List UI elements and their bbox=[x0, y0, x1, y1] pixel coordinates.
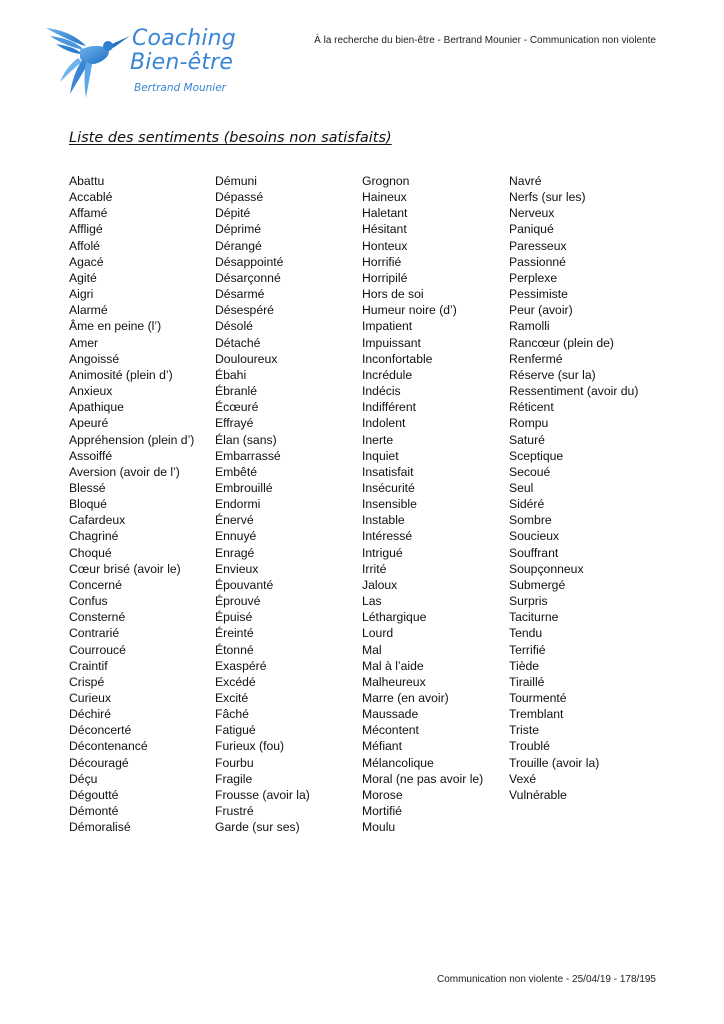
feeling-item: Déchiré bbox=[69, 707, 111, 722]
feeling-item: Dépité bbox=[215, 206, 251, 221]
feeling-item: Humeur noire (d’) bbox=[362, 303, 457, 318]
feeling-item: Agité bbox=[69, 270, 97, 285]
feeling-item: Horrifié bbox=[362, 254, 402, 269]
feeling-item: Intéressé bbox=[362, 529, 413, 544]
feeling-item: Curieux bbox=[69, 691, 111, 705]
feeling-item: Consterné bbox=[69, 610, 126, 625]
feeling-item: Bloqué bbox=[69, 497, 107, 512]
feeling-item: Renfermé bbox=[509, 351, 563, 366]
feeling-item: Éprouvé bbox=[215, 594, 261, 609]
feeling-item: Incrédule bbox=[362, 367, 413, 382]
feeling-item: Chagriné bbox=[69, 529, 119, 544]
feeling-item: Mal à l’aide bbox=[362, 658, 424, 673]
feeling-item: Affligé bbox=[69, 222, 103, 237]
feeling-item: Désespéré bbox=[215, 303, 274, 318]
logo bbox=[42, 24, 242, 104]
feeling-item: Déçu bbox=[69, 771, 98, 786]
feeling-item: Insensible bbox=[362, 497, 417, 512]
feeling-item: Apeuré bbox=[69, 416, 109, 431]
feeling-item: Malheureux bbox=[362, 674, 426, 689]
feeling-item: Accablé bbox=[69, 190, 113, 205]
feeling-item: Insécurité bbox=[362, 480, 415, 495]
feeling-item: Affamé bbox=[69, 206, 108, 221]
feeling-item: Fatigué bbox=[215, 723, 256, 738]
feeling-item: Surpris bbox=[509, 594, 548, 609]
feeling-item: Cœur brisé (avoir le) bbox=[69, 561, 181, 576]
feeling-item: Blessé bbox=[69, 480, 106, 495]
feeling-item: Enragé bbox=[215, 545, 255, 560]
feeling-item: Effrayé bbox=[215, 416, 254, 431]
feelings-column-1 bbox=[69, 173, 194, 835]
feeling-item: Contrarié bbox=[69, 626, 120, 641]
feeling-item: Vulnérable bbox=[509, 787, 567, 802]
feeling-item: Assoiffé bbox=[69, 448, 113, 463]
feeling-item: Inquiet bbox=[362, 448, 399, 463]
feeling-item: Déprimé bbox=[215, 222, 262, 237]
feeling-item: Sidéré bbox=[509, 497, 545, 512]
feeling-item: Déconcerté bbox=[69, 723, 132, 738]
feeling-item: Indécis bbox=[362, 384, 401, 399]
feeling-item: Horripilé bbox=[362, 270, 408, 285]
feeling-item: Tourmenté bbox=[509, 691, 567, 705]
feeling-item: Désappointé bbox=[215, 254, 284, 269]
feeling-item: Désarmé bbox=[215, 287, 265, 302]
feelings-column-3 bbox=[362, 173, 483, 835]
feeling-item: Hésitant bbox=[362, 222, 407, 237]
feeling-item: Apathique bbox=[69, 400, 124, 415]
feeling-item: Furieux (fou) bbox=[215, 739, 285, 754]
feeling-item: Découragé bbox=[69, 755, 129, 770]
feeling-item: Cafardeux bbox=[69, 513, 126, 528]
feeling-item: Aigri bbox=[69, 287, 94, 302]
feeling-item: Paniqué bbox=[509, 222, 554, 237]
feeling-item: Dérangé bbox=[215, 238, 262, 253]
feeling-item: Mal bbox=[362, 642, 382, 657]
feeling-item: Vexé bbox=[509, 771, 537, 786]
feeling-item: Mortifié bbox=[362, 804, 402, 819]
feeling-item: Inerte bbox=[362, 432, 394, 447]
feeling-item: Âme en peine (l’) bbox=[69, 319, 162, 334]
feeling-item: Soucieux bbox=[509, 529, 560, 544]
feeling-item: Démuni bbox=[215, 174, 257, 188]
feeling-item: Nerveux bbox=[509, 206, 555, 221]
feeling-item: Tiraillé bbox=[509, 674, 545, 689]
feeling-item: Éreinté bbox=[215, 626, 254, 641]
feeling-item: Garde (sur ses) bbox=[215, 820, 300, 835]
feeling-item: Insatisfait bbox=[362, 464, 414, 479]
feeling-item: Rompu bbox=[509, 416, 549, 431]
feeling-item: Pessimiste bbox=[509, 287, 568, 302]
feeling-item: Mécontent bbox=[362, 723, 419, 738]
feeling-item: Agacé bbox=[69, 254, 104, 269]
feeling-item: Secoué bbox=[509, 464, 551, 479]
feeling-item: Triste bbox=[509, 723, 540, 738]
feeling-item: Trouille (avoir la) bbox=[509, 755, 600, 770]
feeling-item: Démonté bbox=[69, 804, 119, 819]
feeling-item: Tendu bbox=[509, 626, 543, 641]
feeling-item: Grognon bbox=[362, 174, 410, 188]
feeling-item: Léthargique bbox=[362, 610, 427, 625]
feeling-item: Abattu bbox=[69, 174, 105, 188]
feeling-item: Troublé bbox=[509, 739, 550, 754]
feeling-item: Marre (en avoir) bbox=[362, 691, 449, 705]
feeling-item: Maussade bbox=[362, 707, 419, 722]
feelings-column-2 bbox=[215, 173, 310, 835]
feeling-item: Intrigué bbox=[362, 545, 403, 560]
feeling-item: Envieux bbox=[215, 561, 259, 576]
page-title: Liste des sentiments (besoins non satisfaits) bbox=[69, 130, 392, 146]
feeling-item: Ébranlé bbox=[215, 384, 258, 399]
feeling-item: Frousse (avoir la) bbox=[215, 787, 310, 802]
feeling-item: Désolé bbox=[215, 319, 253, 334]
feeling-item: Embrouillé bbox=[215, 480, 273, 495]
feeling-item: Réserve (sur la) bbox=[509, 367, 596, 382]
feeling-item: Amer bbox=[69, 335, 99, 350]
feeling-item: Taciturne bbox=[509, 610, 559, 625]
feeling-item: Ressentiment (avoir du) bbox=[509, 384, 639, 399]
feeling-item: Terrifié bbox=[509, 642, 546, 657]
feeling-item: Anxieux bbox=[69, 384, 113, 399]
feeling-item: Affolé bbox=[69, 238, 100, 253]
feelings-column-4 bbox=[509, 173, 638, 803]
feeling-item: Honteux bbox=[362, 238, 408, 253]
feeling-item: Étonné bbox=[215, 642, 254, 657]
feeling-item: Soupçonneux bbox=[509, 561, 584, 576]
feeling-item: Fourbu bbox=[215, 755, 254, 770]
feeling-item: Navré bbox=[509, 174, 542, 188]
feeling-item: Hors de soi bbox=[362, 287, 424, 302]
feeling-item: Dégoutté bbox=[69, 787, 119, 802]
feeling-item: Haineux bbox=[362, 190, 407, 205]
feeling-item: Impuissant bbox=[362, 335, 421, 350]
feeling-item: Ennuyé bbox=[215, 529, 257, 544]
feeling-item: Crispé bbox=[69, 674, 105, 689]
feeling-item: Alarmé bbox=[69, 303, 108, 318]
feeling-item: Douloureux bbox=[215, 351, 278, 366]
feeling-item: Haletant bbox=[362, 206, 408, 221]
feeling-item: Décontenancé bbox=[69, 739, 148, 754]
feeling-item: Excité bbox=[215, 691, 249, 705]
feeling-item: Submergé bbox=[509, 577, 566, 592]
page-header: À la recherche du bien-être - Bertrand Mounier - Communication non violente bbox=[314, 35, 656, 46]
feeling-item: Craintif bbox=[69, 658, 108, 673]
feeling-item: Morose bbox=[362, 787, 403, 802]
feeling-item: Embarrassé bbox=[215, 448, 281, 463]
feeling-item: Fâché bbox=[215, 707, 249, 722]
feeling-item: Appréhension (plein d’) bbox=[69, 432, 195, 447]
feeling-item: Moulu bbox=[362, 820, 396, 835]
logo-title-line1: Coaching bbox=[132, 26, 236, 51]
feeling-item: Lourd bbox=[362, 626, 394, 641]
feeling-item: Inconfortable bbox=[362, 351, 433, 366]
feeling-item: Ébahi bbox=[215, 367, 247, 382]
feeling-item: Perplexe bbox=[509, 270, 558, 285]
feeling-item: Souffrant bbox=[509, 545, 559, 560]
feeling-item: Tremblant bbox=[509, 707, 564, 722]
feeling-item: Frustré bbox=[215, 804, 254, 819]
feeling-item: Moral (ne pas avoir le) bbox=[362, 771, 484, 786]
feeling-item: Sombre bbox=[509, 513, 552, 528]
feeling-item: Exaspéré bbox=[215, 658, 267, 673]
feeling-item: Sceptique bbox=[509, 448, 564, 463]
feeling-item: Rancœur (plein de) bbox=[509, 335, 614, 350]
feeling-item: Endormi bbox=[215, 497, 261, 512]
feeling-item: Méfiant bbox=[362, 739, 402, 754]
feeling-item: Épuisé bbox=[215, 610, 253, 625]
feeling-item: Indifférent bbox=[362, 400, 416, 415]
feeling-item: Tiède bbox=[509, 658, 540, 673]
feeling-item: Fragile bbox=[215, 771, 253, 786]
feeling-item: Indolent bbox=[362, 416, 406, 431]
feeling-item: Dépassé bbox=[215, 190, 264, 205]
feeling-item: Animosité (plein d’) bbox=[69, 367, 173, 382]
feeling-item: Détaché bbox=[215, 335, 261, 350]
feeling-item: Mélancolique bbox=[362, 755, 434, 770]
feeling-item: Seul bbox=[509, 480, 534, 495]
feeling-item: Las bbox=[362, 594, 382, 609]
feeling-item: Confus bbox=[69, 594, 108, 609]
feeling-item: Épouvanté bbox=[215, 577, 274, 592]
feeling-item: Impatient bbox=[362, 319, 413, 334]
feeling-item: Irrité bbox=[362, 561, 387, 576]
feeling-item: Aversion (avoir de l’) bbox=[69, 464, 180, 479]
feeling-item: Élan (sans) bbox=[215, 432, 277, 447]
feeling-item: Instable bbox=[362, 513, 405, 528]
feeling-item: Nerfs (sur les) bbox=[509, 190, 586, 205]
feeling-item: Passionné bbox=[509, 254, 566, 269]
logo-author: Bertrand Mounier bbox=[134, 82, 226, 94]
feeling-item: Jaloux bbox=[362, 577, 398, 592]
feeling-item: Saturé bbox=[509, 432, 545, 447]
feeling-item: Concerné bbox=[69, 577, 122, 592]
feeling-item: Courroucé bbox=[69, 642, 126, 657]
feeling-item: Embêté bbox=[215, 464, 258, 479]
feeling-item: Ramolli bbox=[509, 319, 550, 334]
feeling-item: Écœuré bbox=[215, 400, 259, 415]
logo-title-line2: Bien-être bbox=[130, 50, 234, 75]
feeling-item: Démoralisé bbox=[69, 820, 131, 835]
feeling-item: Paresseux bbox=[509, 238, 567, 253]
feeling-item: Choqué bbox=[69, 545, 112, 560]
page-footer: Communication non violente - 25/04/19 - 178/195 bbox=[436, 974, 656, 985]
feeling-item: Angoissé bbox=[69, 351, 120, 366]
feeling-item: Peur (avoir) bbox=[509, 303, 573, 318]
feeling-item: Désarçonné bbox=[215, 270, 281, 285]
feeling-item: Énervé bbox=[215, 513, 254, 528]
hummingbird-icon bbox=[42, 24, 130, 102]
feeling-item: Réticent bbox=[509, 400, 554, 415]
feeling-item: Excédé bbox=[215, 674, 256, 689]
